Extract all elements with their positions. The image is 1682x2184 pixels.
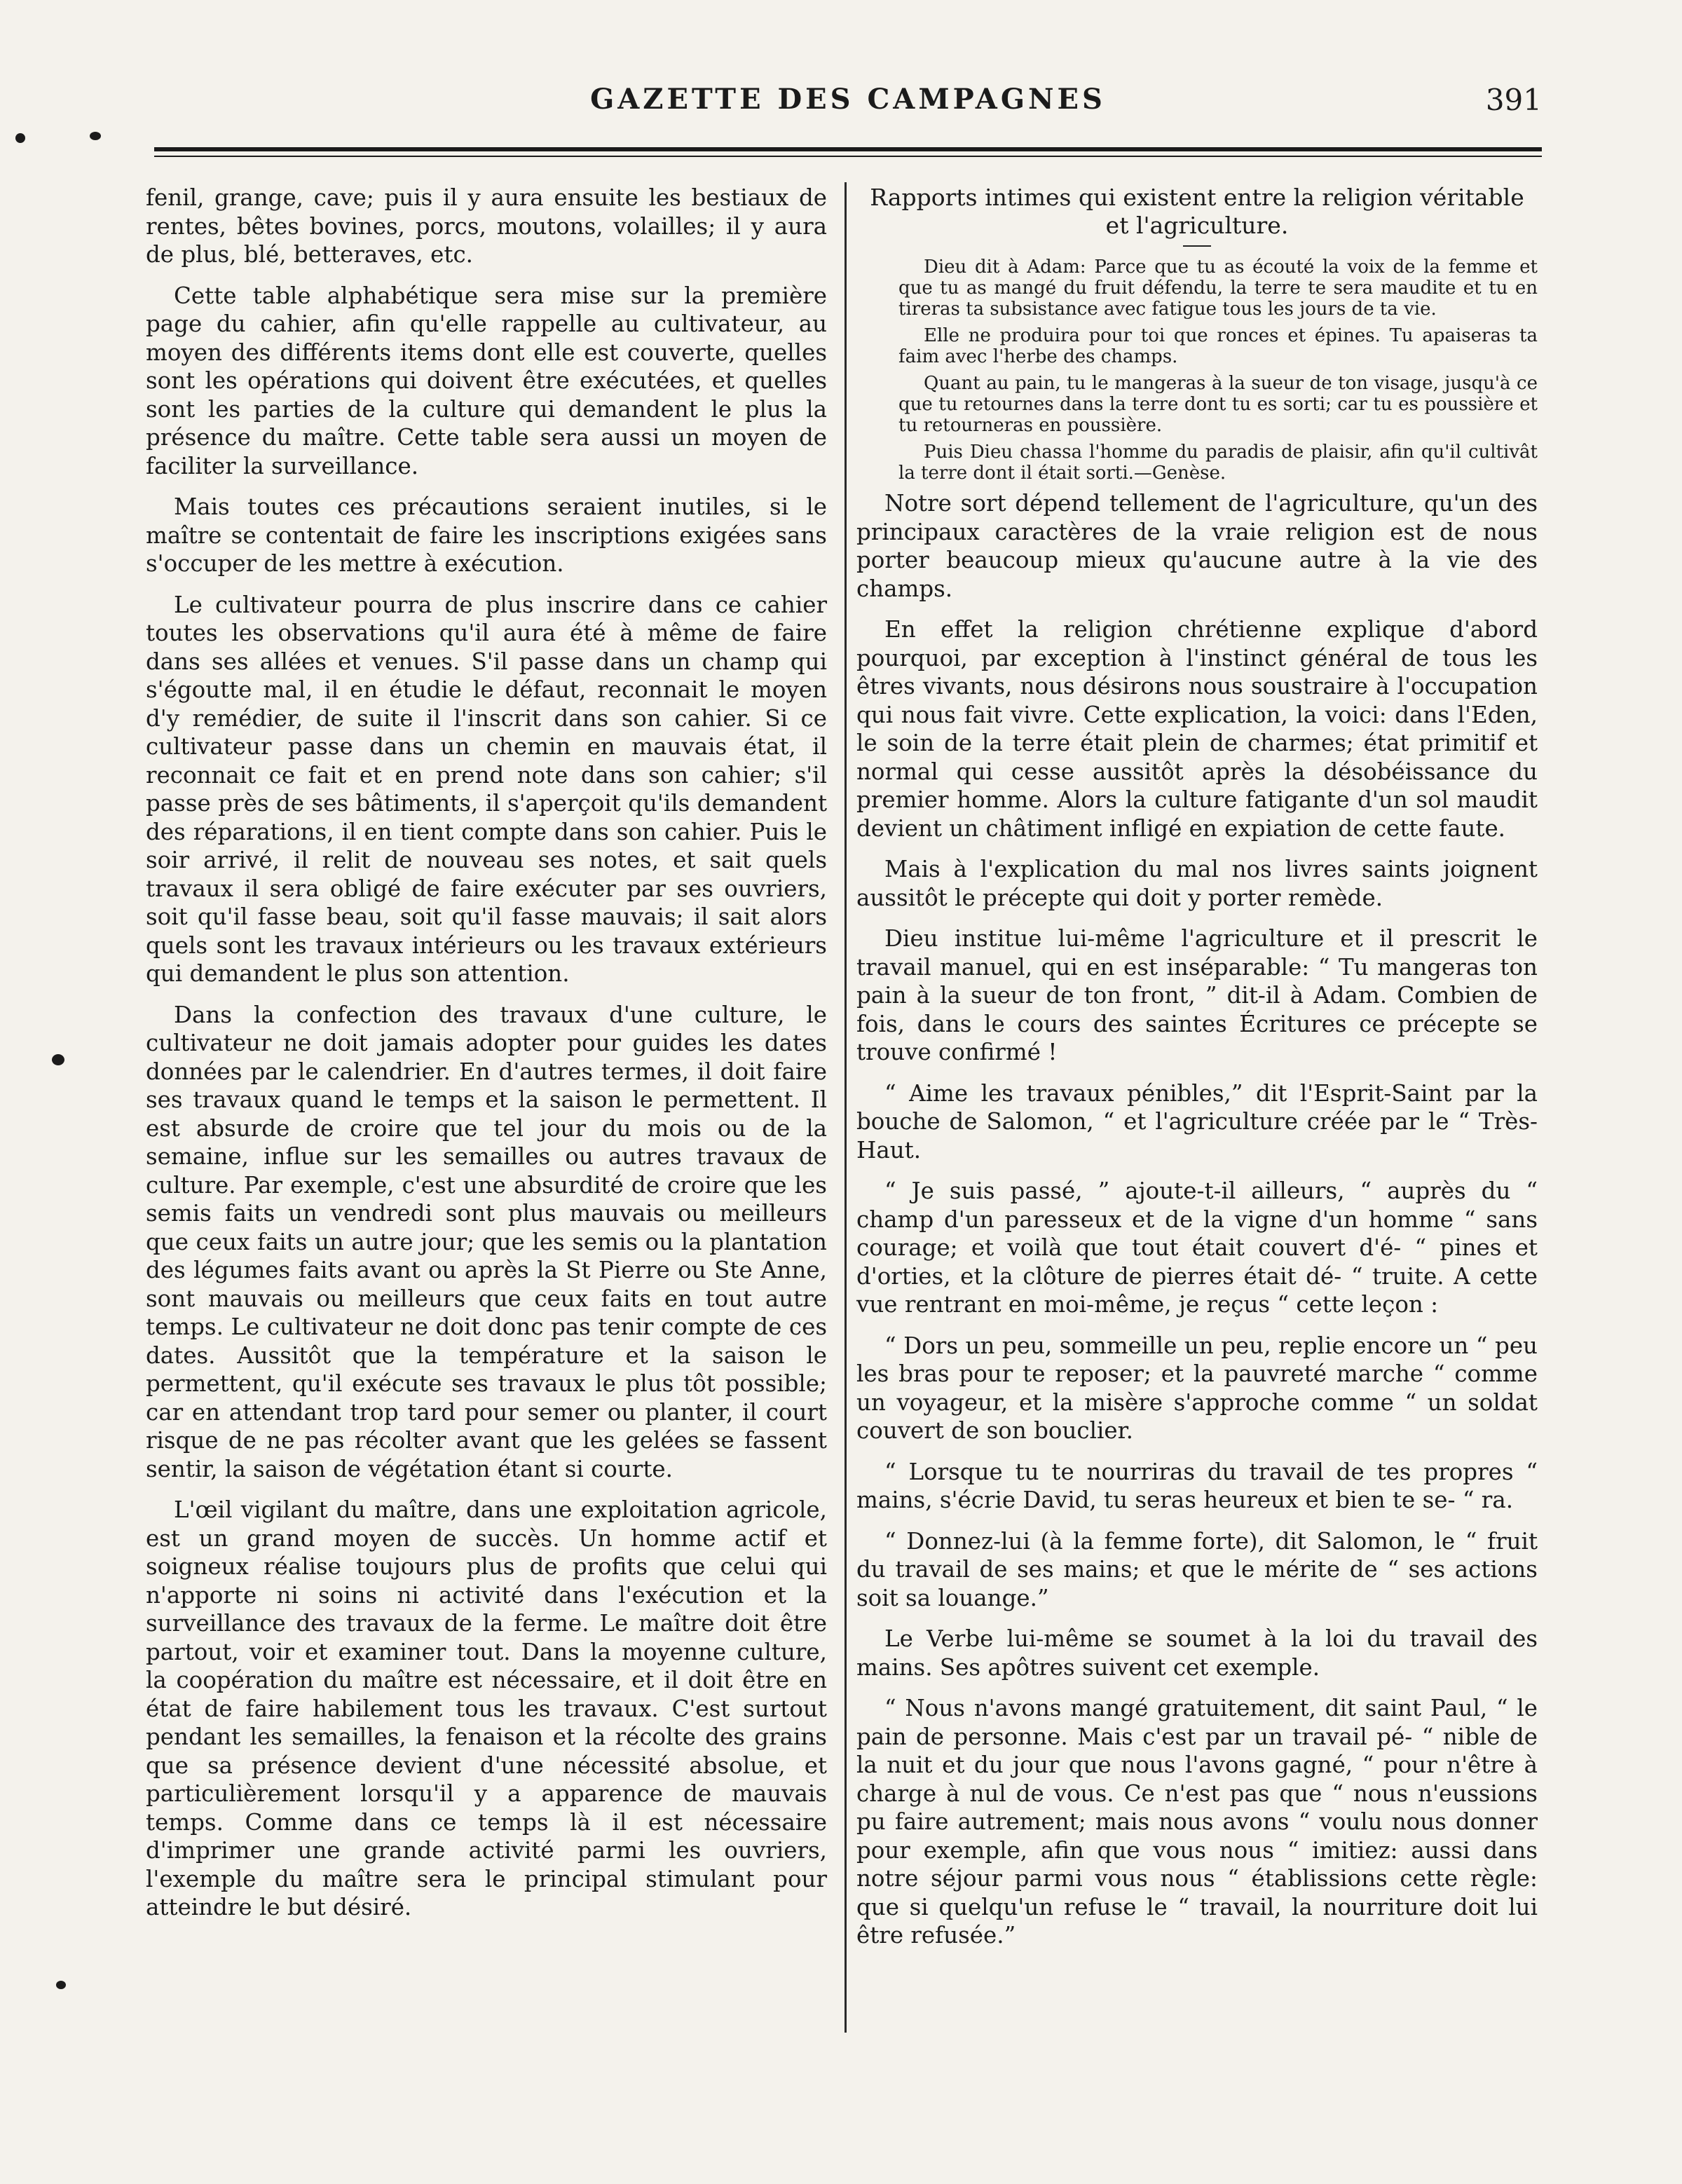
article-paragraph: Cette table alphabétique sera mise sur la première page du cahier, afin qu'elle rappelle au cultivateur, au moyen des différents items dont elle est couverte, quelles sont les opérations qui doivent être exécutées, et quelles sont les parties de la culture qui demandent le plus la présence du maître. Cette table sera aussi un moyen de faciliter la surveillance.	[146, 282, 827, 479]
header-rule-thin	[154, 156, 1542, 157]
publication-title: GAZETTE DES CAMPAGNES	[590, 83, 1106, 116]
ink-mark	[56, 1981, 66, 1989]
article-paragraph: Mais à l'explication du mal nos livres saints joignent aussitôt le précepte qui doit y porter remède.	[856, 856, 1538, 911]
article-paragraph: Mais toutes ces précautions seraient inutiles, si le maître se contentait de faire les inscriptions exigées sans s'occuper de les mettre à exécution.	[146, 493, 827, 577]
article-paragraph: Dieu institue lui-même l'agriculture et il prescrit le travail manuel, qui en est inséparable: “ Tu mangeras ton pain à la sueur de ton front, ” dit-il à Adam. Combien de fois, dans le cours des saintes Écritures ce précepte se trouve confirmé !	[856, 925, 1538, 1065]
epigraph-line: Dieu dit à Adam: Parce que tu as écouté la voix de la femme et que tu as mangé du fruit défendu, la terre te sera maudite et tu en tireras ta subsistance avec fatigue tous les jours de ta vie.	[898, 257, 1538, 320]
article-paragraph: “ Donnez-lui (à la femme forte), dit Salomon, le “ fruit du travail de ses mains; et que le mérite de “ ses actions soit sa louange.”	[856, 1527, 1538, 1611]
column-divider	[845, 182, 847, 2033]
article-paragraph: fenil, grange, cave; puis il y aura ensuite les bestiaux de rentes, bêtes bovines, porcs, moutons, volailles; il y aura de plus, blé, betteraves, etc.	[146, 184, 827, 268]
article-paragraph: “ Je suis passé, ” ajoute-t-il ailleurs, “ auprès du “ champ d'un paresseux et de la vigne d'un homme “ sans courage; et voilà que tout était couvert d'é- “ pines et d'orties, et la clôture de pierres était dé- “ truite. A cette vue rentrant en moi-même, je reçus “ cette leçon :	[856, 1178, 1538, 1318]
right-column	[856, 184, 1538, 1963]
article-paragraph: Le cultivateur pourra de plus inscrire dans ce cahier toutes les observations qu'il aura été à même de faire dans ses allées et venues. S'il passe dans un champ qui s'égoutte mal, il en étudie le défaut, reconnait le moyen d'y remédier, de suite il l'inscrit dans son cahier. Si ce cultivateur passe dans un chemin en mauvais état, il reconnait ce fait et en prend note dans son cahier; s'il passe près de ses bâtiments, il s'aperçoit qu'ils demandent des réparations, il en tient compte dans son cahier. Puis le soir arrivé, il relit de nouveau ses notes, et sait quels travaux il sera obligé de faire exécuter par ses ouvriers, soit qu'il fasse beau, soit qu'il fasse mauvais; il sait alors quels sont les travaux intérieurs ou les travaux extérieurs qui demandent le plus son attention.	[146, 591, 827, 987]
article-paragraph: “ Nous n'avons mangé gratuitement, dit saint Paul, “ le pain de personne. Mais c'est par un travail pé- “ nible de la nuit et du jour que nous l'avons gagné, “ pour n'être à charge à nul de vous. Ce n'est pas que “ nous n'eussions pu faire autrement; mais nous avons “ voulu nous donner pour exemple, afin que vous nous “ imitiez: aussi dans notre séjour parmi vous nous “ établissions cette règle: que si quelqu'un refuse le “ travail, la nourriture doit lui être refusée.”	[856, 1695, 1538, 1948]
article-paragraph: “ Lorsque tu te nourriras du travail de tes propres “ mains, s'écrie David, tu seras heureux et bien te se- “ ra.	[856, 1458, 1538, 1513]
article-paragraph: “ Aime les travaux pénibles,” dit l'Esprit-Saint par la bouche de Salomon, “ et l'agriculture créée par le “ Très-Haut.	[856, 1079, 1538, 1163]
article-paragraph: Notre sort dépend tellement de l'agriculture, qu'un des principaux caractères de la vraie religion est de nous porter beaucoup mieux qu'aucune autre à la vie des champs.	[856, 490, 1538, 602]
ink-mark	[15, 133, 25, 143]
section-title: Rapports intimes qui existent entre la religion véritable et l'agriculture.	[870, 184, 1524, 239]
ink-mark	[90, 132, 101, 140]
left-column	[146, 184, 827, 1934]
article-paragraph: “ Dors un peu, sommeille un peu, replie encore un “ peu les bras pour te reposer; et la pauvreté marche “ comme un voyageur, et la misère s'approche comme “ un soldat couvert de son bouclier.	[856, 1332, 1538, 1444]
article-paragraph: Dans la confection des travaux d'une culture, le cultivateur ne doit jamais adopter pour guides les dates données par le calendrier. En d'autres termes, il doit faire ses travaux quand le temps et la saison le permettent. Il est absurde de croire que tel jour du mois ou de la semaine, influe sur les semailles ou autres travaux de culture. Par exemple, c'est une absurdité de croire que les semis faits un vendredi sont plus mauvais ou meilleurs que ceux faits un autre jour; que les semis ou la plantation des légumes faits avant ou après la St Pierre ou Ste Anne, sont mauvais ou meilleurs que ceux faits en tout autre temps. Le cultivateur ne doit donc pas tenir compte de ces dates. Aussitôt que la température et la saison le permettent, qu'il exécute ses travaux le plus tôt possible; car en attendant trop tard pour semer ou planter, il court risque de ne pas récolter avant que les gelées se fassent sentir, la saison de végétation étant si courte.	[146, 1001, 827, 1482]
header-rule-thick	[154, 147, 1542, 151]
article-paragraph: L'œil vigilant du maître, dans une exploitation agricole, est un grand moyen de succès. Un homme actif et soigneux réalise toujours plus de profits que celui qui n'apporte ni soins ni activité dans l'exécution et la surveillance des travaux de la ferme. Le maître doit être partout, voir et examiner tout. Dans la moyenne culture, la coopération du maître est nécessaire, et il doit être en état de faire habilement tous les travaux. C'est surtout pendant les semailles, la fenaison et la récolte des grains que sa présence devient d'une nécessité absolue, et particulièrement lorsqu'il y a apparence de mauvais temps. Comme dans ce temps là il est nécessaire d'imprimer une grande activité parmi les ouvriers, l'exemple du maître sera le principal stimulant pour atteindre le but désiré.	[146, 1496, 827, 1920]
title-rule	[1183, 245, 1211, 247]
epigraph-line: Puis Dieu chassa l'homme du paradis de plaisir, afin qu'il cultivât la terre dont il était sorti.—Genèse.	[898, 442, 1538, 484]
page-number: 391	[1485, 83, 1542, 117]
epigraph-line: Elle ne produira pour toi que ronces et épines. Tu apaiseras ta faim avec l'herbe des champs.	[898, 325, 1538, 367]
article-paragraph: En effet la religion chrétienne explique d'abord pourquoi, par exception à l'instinct général de tous les êtres vivants, nous désirons nous soustraire à l'occupation qui nous fait vivre. Cette explication, la voici: dans l'Eden, le soin de la terre était plein de charmes; état primitif et normal qui cesse aussitôt après la désobéissance du premier homme. Alors la culture fatigante d'un sol maudit devient un châtiment infligé en expiation de cette faute.	[856, 616, 1538, 842]
epigraph-line: Quant au pain, tu le mangeras à la sueur de ton visage, jusqu'à ce que tu retournes dans la terre dont tu es sorti; car tu es poussière et tu retourneras en poussière.	[898, 373, 1538, 436]
page-header	[154, 83, 1542, 125]
ink-mark	[52, 1054, 64, 1065]
epigraph	[856, 257, 1538, 484]
article-paragraph: Le Verbe lui-même se soumet à la loi du travail des mains. Ses apôtres suivent cet exemple.	[856, 1625, 1538, 1681]
